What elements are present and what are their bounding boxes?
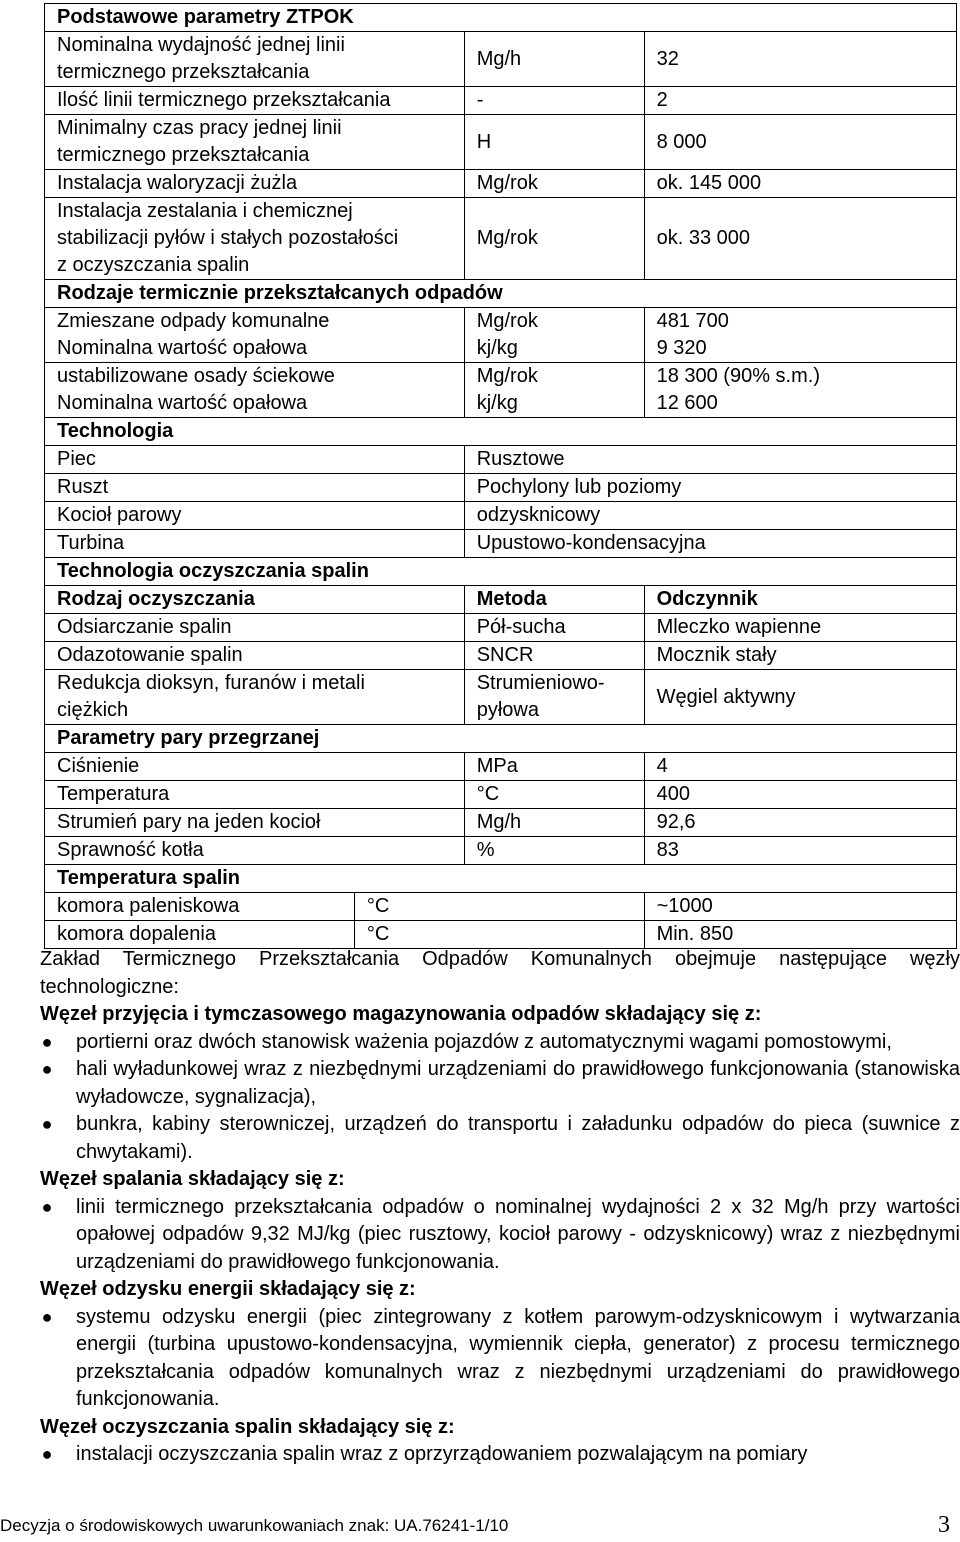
row-label: Odsiarczanie spalin <box>45 614 465 642</box>
section-header: Technologia <box>45 418 957 446</box>
row-value: 92,6 <box>644 809 956 837</box>
bullet-icon: ● <box>41 1059 53 1079</box>
row-unit: H <box>464 115 644 170</box>
row-value: odzysknicowy <box>464 502 956 530</box>
row-value: 4 <box>644 753 956 781</box>
table-row <box>45 642 957 670</box>
row-label: Kocioł parowy <box>45 502 465 530</box>
table-row <box>45 530 957 558</box>
row-value: Min. 850 <box>644 921 956 949</box>
bullet-icon: ● <box>41 1031 53 1052</box>
row-label: Temperatura <box>45 781 465 809</box>
table-row <box>45 753 957 781</box>
column-header: Odczynnik <box>644 586 956 614</box>
document-body <box>40 946 960 1469</box>
section-heading: Węzeł odzysku energii składający się z: <box>40 1278 416 1300</box>
bullet-list <box>40 1304 960 1414</box>
list-item: ● linii termicznego przekształcania odpadów o nominalnej wydajności 2 x 32 Mg/h przy wartości opałowej odpadów 9,32 MJ/kg (piec rusztowy, kocioł parowy - odzysknicowy) wraz z niezbędnymi urządzeniami do prawidłowego funkcjonowania. <box>41 1195 960 1273</box>
table-row <box>45 893 957 921</box>
table-row <box>45 308 957 363</box>
row-unit: °C <box>354 893 644 921</box>
row-label: Instalacja zestalania i chemicznej stabilizacji pyłów i stałych pozostałości z oczyszczania spalin <box>45 198 465 280</box>
row-value: 83 <box>644 837 956 865</box>
list-item: ● bunkra, kabiny sterowniczej, urządzeń do transportu i załadunku odpadów do pieca (suwnice z chwytakami). <box>41 1113 960 1163</box>
row-method: Strumieniowo- pyłowa <box>464 670 644 725</box>
row-value: ok. 33 000 <box>644 198 956 280</box>
row-label: Ciśnienie <box>45 753 465 781</box>
row-value: Mocznik stały <box>644 642 956 670</box>
row-value: Mleczko wapienne <box>644 614 956 642</box>
table-row <box>45 32 957 87</box>
row-value: 32 <box>644 32 956 87</box>
table-row <box>45 446 957 474</box>
row-label: komora paleniskowa <box>45 893 355 921</box>
list-item: ● systemu odzysku energii (piec zintegrowany z kotłem parowym-odzysknicowym i wytwarzania energii (turbina upustowo-kondensacyjna, wymiennik ciepła, generator) z procesu termicznego przekształcania odpadów komunalnych wraz z niezbędnymi urządzeniami do prawidłowego funkcjonowania. <box>41 1305 960 1410</box>
row-label: Zmieszane odpady komunalne Nominalna wartość opałowa <box>45 308 465 363</box>
row-value: Pochylony lub poziomy <box>464 474 956 502</box>
row-label: Odazotowanie spalin <box>45 642 465 670</box>
table-row <box>45 87 957 115</box>
row-value: 400 <box>644 781 956 809</box>
row-unit: °C <box>354 921 644 949</box>
column-header: Rodzaj oczyszczania <box>45 586 465 614</box>
bullet-icon: ● <box>41 1306 53 1327</box>
table-row <box>45 474 957 502</box>
row-method: Pół-sucha <box>464 614 644 642</box>
table-header-row <box>45 586 957 614</box>
list-item: ● portierni oraz dwóch stanowisk ważenia pojazdów z automatycznymi wagami pomostowymi, <box>40 1029 960 1057</box>
list-item: ● hali wyładunkowej wraz z niezbędnymi urządzeniami do prawidłowego funkcjonowania (stanowiska wyładowcze, sygnalizacja), <box>41 1058 960 1108</box>
row-unit: Mg/rok kj/kg <box>464 363 644 418</box>
row-label: Turbina <box>45 530 465 558</box>
row-label: Minimalny czas pracy jednej linii termicznego przekształcania <box>45 115 465 170</box>
row-label: Nominalna wydajność jednej linii termicznego przekształcania <box>45 32 465 87</box>
page-number: 3 <box>938 1512 950 1538</box>
section-heading: Węzeł przyjęcia i tymczasowego magazynowania odpadów składający się z: <box>40 1003 762 1025</box>
table-row <box>45 921 957 949</box>
bullet-list <box>40 1441 960 1469</box>
bullet-icon: ● <box>41 1114 53 1134</box>
row-value: 2 <box>644 87 956 115</box>
table-row <box>45 502 957 530</box>
table-row <box>45 670 957 725</box>
table-title: Podstawowe parametry ZTPOK <box>45 4 957 32</box>
row-value: 8 000 <box>644 115 956 170</box>
row-label: komora dopalenia <box>45 921 355 949</box>
row-label: Redukcja dioksyn, furanów i metali ciężkich <box>45 670 465 725</box>
parameters-table <box>44 3 957 949</box>
row-label: Ruszt <box>45 474 465 502</box>
bullet-list <box>40 1194 960 1277</box>
row-value: Upustowo-kondensacyjna <box>464 530 956 558</box>
column-header: Metoda <box>464 586 644 614</box>
row-unit: Mg/rok kj/kg <box>464 308 644 363</box>
list-item: ● instalacji oczyszczania spalin wraz z oprzyrządowaniem pozwalającym na pomiary <box>40 1441 960 1469</box>
row-label: Strumień pary na jeden kocioł <box>45 809 465 837</box>
row-value: Rusztowe <box>464 446 956 474</box>
row-unit: - <box>464 87 644 115</box>
row-method: SNCR <box>464 642 644 670</box>
section-header: Temperatura spalin <box>45 865 957 893</box>
table-row <box>45 837 957 865</box>
row-unit: Mg/rok <box>464 198 644 280</box>
table-row <box>45 781 957 809</box>
row-unit: MPa <box>464 753 644 781</box>
bullet-list <box>40 1029 960 1167</box>
table-row <box>45 170 957 198</box>
row-unit: Mg/h <box>464 32 644 87</box>
row-unit: % <box>464 837 644 865</box>
section-heading: Węzeł spalania składający się z: <box>40 1168 345 1190</box>
table-row <box>45 614 957 642</box>
table-row <box>45 115 957 170</box>
bullet-icon: ● <box>41 1196 53 1217</box>
row-label: Instalacja waloryzacji żużla <box>45 170 465 198</box>
row-unit: Mg/h <box>464 809 644 837</box>
table-row <box>45 363 957 418</box>
section-header: Parametry pary przegrzanej <box>45 725 957 753</box>
row-label: Ilość linii termicznego przekształcania <box>45 87 465 115</box>
table-row <box>45 809 957 837</box>
row-label: Piec <box>45 446 465 474</box>
bullet-icon: ● <box>41 1444 53 1464</box>
footer-reference: Decyzja o środowiskowych uwarunkowaniach znak: UA.76241-1/10 <box>0 1516 509 1535</box>
row-label: Sprawność kotła <box>45 837 465 865</box>
section-heading: Węzeł oczyszczania spalin składający się z: <box>40 1415 455 1438</box>
table-row <box>45 198 957 280</box>
intro-paragraph: Zakład Termicznego Przekształcania Odpadów Komunalnych obejmuje następujące węzły technologiczne: <box>40 948 960 998</box>
row-unit: °C <box>464 781 644 809</box>
section-header: Rodzaje termicznie przekształcanych odpadów <box>45 280 957 308</box>
row-value: 481 700 9 320 <box>644 308 956 363</box>
row-label: ustabilizowane osady ściekowe Nominalna wartość opałowa <box>45 363 465 418</box>
section-header: Technologia oczyszczania spalin <box>45 558 957 586</box>
row-value: ok. 145 000 <box>644 170 956 198</box>
row-value: 18 300 (90% s.m.) 12 600 <box>644 363 956 418</box>
row-value: Węgiel aktywny <box>644 670 956 725</box>
row-unit: Mg/rok <box>464 170 644 198</box>
row-value: ~1000 <box>644 893 956 921</box>
